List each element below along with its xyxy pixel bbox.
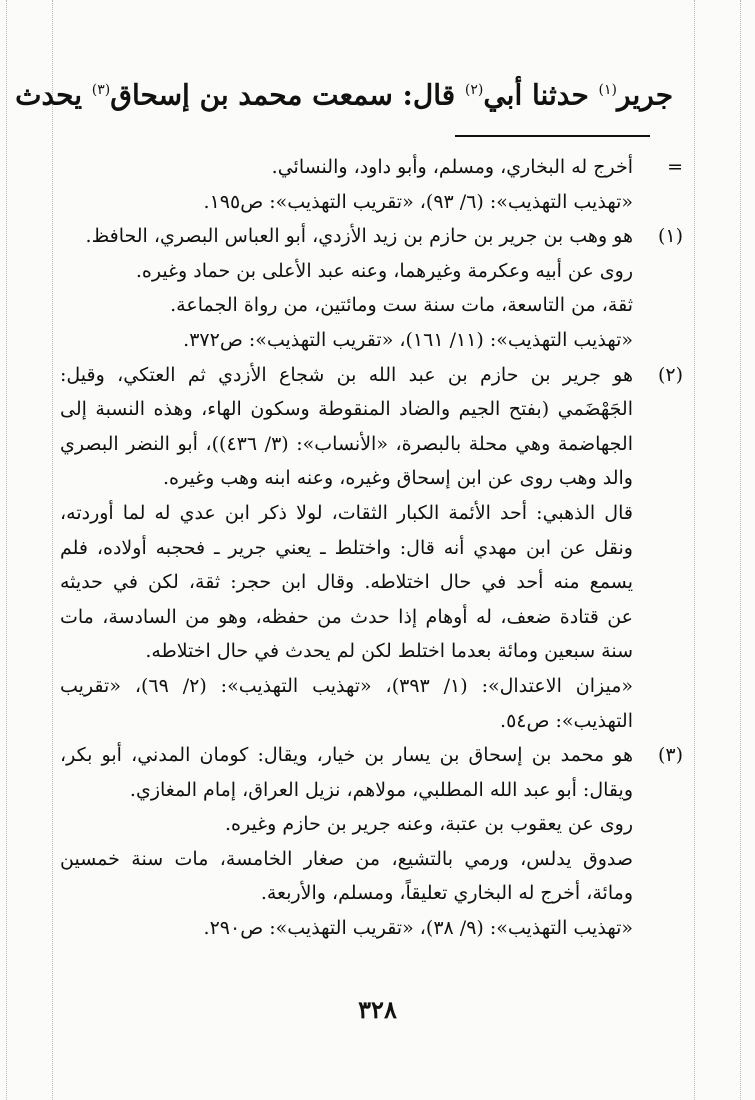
footnote-line: ويقال: أبو عبد الله المطلبي، مولاهم، نزيل العراق، إمام المغازي. bbox=[129, 778, 633, 801]
footnote-number: (١) bbox=[657, 225, 683, 248]
main-text-part: حدثنا أبي bbox=[483, 78, 599, 112]
footnote-ref: (١) bbox=[598, 82, 617, 98]
margin-rule bbox=[740, 0, 741, 1100]
margin-rule bbox=[694, 0, 695, 1100]
footnote-ref: (٢) bbox=[464, 82, 484, 98]
main-text-part: جرير bbox=[617, 78, 673, 112]
footnote-number: (٢) bbox=[657, 363, 683, 386]
footnote-body bbox=[60, 150, 633, 219]
footnote-line: أخرج له البخاري، ومسلم، وأبو داود، والنسائي. bbox=[271, 156, 633, 178]
margin-rule bbox=[52, 0, 53, 1100]
footnote-3 bbox=[60, 738, 683, 946]
footnote-ref: (٣) bbox=[91, 82, 111, 98]
footnote-number: = bbox=[667, 156, 683, 178]
footnote-line: هو محمد بن إسحاق بن يسار بن خيار، ويقال: كومان المدني، أبو بكر، bbox=[60, 744, 633, 767]
footnote-line: ومائة، أخرج له البخاري تعليقاً، ومسلم، والأربعة. bbox=[260, 882, 633, 905]
footnote-line: «تهذيب التهذيب»: (٩/ ٣٨)، «تقريب التهذيب»: ص٢٩٠. bbox=[203, 917, 633, 940]
footnote-line: هو وهب بن جرير بن حازم بن زيد الأزدي، أبو العباس البصري، الحافظ. bbox=[85, 225, 633, 248]
footnote-line: عن قتادة ضعف، له أوهام إذا حدث من حفظه، وهو من السادسة، مات bbox=[60, 605, 633, 628]
footnote-line: الجَهْضَمي (بفتح الجيم والضاد المنقوطة وسكون الهاء، وهذه النسبة إلى bbox=[60, 398, 633, 421]
footnote-continuation bbox=[60, 150, 683, 219]
footnote-body bbox=[60, 219, 633, 357]
main-text-part: يحدث bbox=[15, 78, 92, 112]
main-text-line bbox=[15, 60, 673, 125]
footnote-line: «تهذيب التهذيب»: (٦/ ٩٣)، «تقريب التهذيب»: ص١٩٥. bbox=[203, 190, 633, 213]
footnote-line: التهذيب»: ص٥٤. bbox=[500, 709, 633, 732]
footnote-line: والد وهب روى عن ابن إسحاق وغيره، وعنه ابنه وهب وغيره. bbox=[162, 467, 633, 490]
footnote-line: سنة سبعين ومائة بعدما اختلط لكن لم يحدث في حال اختلاطه. bbox=[145, 640, 633, 663]
footnote-body bbox=[60, 738, 633, 946]
footnote-line: صدوق يدلس، ورمي بالتشيع، من صغار الخامسة، مات سنة خمسين bbox=[60, 847, 633, 870]
footnote-line: الجهاضمة وهي محلة بالبصرة، «الأنساب»: (٣/ ٤٣٦))، أبو النضر البصري bbox=[60, 432, 633, 455]
footnote-line: روى عن أبيه وعكرمة وغيرهما، وعنه عبد الأعلى بن حماد وغيره. bbox=[135, 259, 633, 282]
footnote-line: يسمع منه أحد في حال اختلاطه. وقال ابن حجر: ثقة، لكن في حديثه bbox=[60, 571, 633, 594]
footnote-line: هو جرير بن حازم بن عبد الله بن شجاع الأزدي ثم العتكي، وقيل: bbox=[60, 363, 633, 386]
margin-rule bbox=[6, 0, 7, 1100]
footnote-line: «ميزان الاعتدال»: (١/ ٣٩٣)، «تهذيب التهذيب»: (٢/ ٦٩)، «تقريب bbox=[60, 674, 633, 697]
footnote-body bbox=[60, 358, 633, 739]
footnote-line: روى عن يعقوب بن عتبة، وعنه جرير بن حازم وغيره. bbox=[225, 813, 633, 836]
main-text-part: قال: سمعت محمد بن إسحاق bbox=[110, 78, 465, 112]
footnote-line: «تهذيب التهذيب»: (١١/ ١٦١)، «تقريب التهذيب»: ص٣٧٢. bbox=[183, 328, 633, 351]
footnote-line: ونقل عن ابن مهدي أنه قال: واختلط ـ يعني جرير ـ فحجبه أولاده، فلم bbox=[60, 536, 633, 559]
footnote-line: قال الذهبي: أحد الأئمة الكبار الثقات، لولا ذكر ابن عدي له لما أوردته، bbox=[60, 501, 633, 524]
footnote-number: (٣) bbox=[657, 744, 683, 767]
footnote-separator bbox=[455, 135, 650, 137]
footnotes bbox=[60, 150, 683, 946]
page-number: ٣٢٨ bbox=[358, 995, 397, 1024]
footnote-line: ثقة، من التاسعة، مات سنة ست ومائتين، من رواة الجماعة. bbox=[170, 294, 633, 317]
footnote-1 bbox=[60, 219, 683, 357]
footnote-2 bbox=[60, 358, 683, 739]
